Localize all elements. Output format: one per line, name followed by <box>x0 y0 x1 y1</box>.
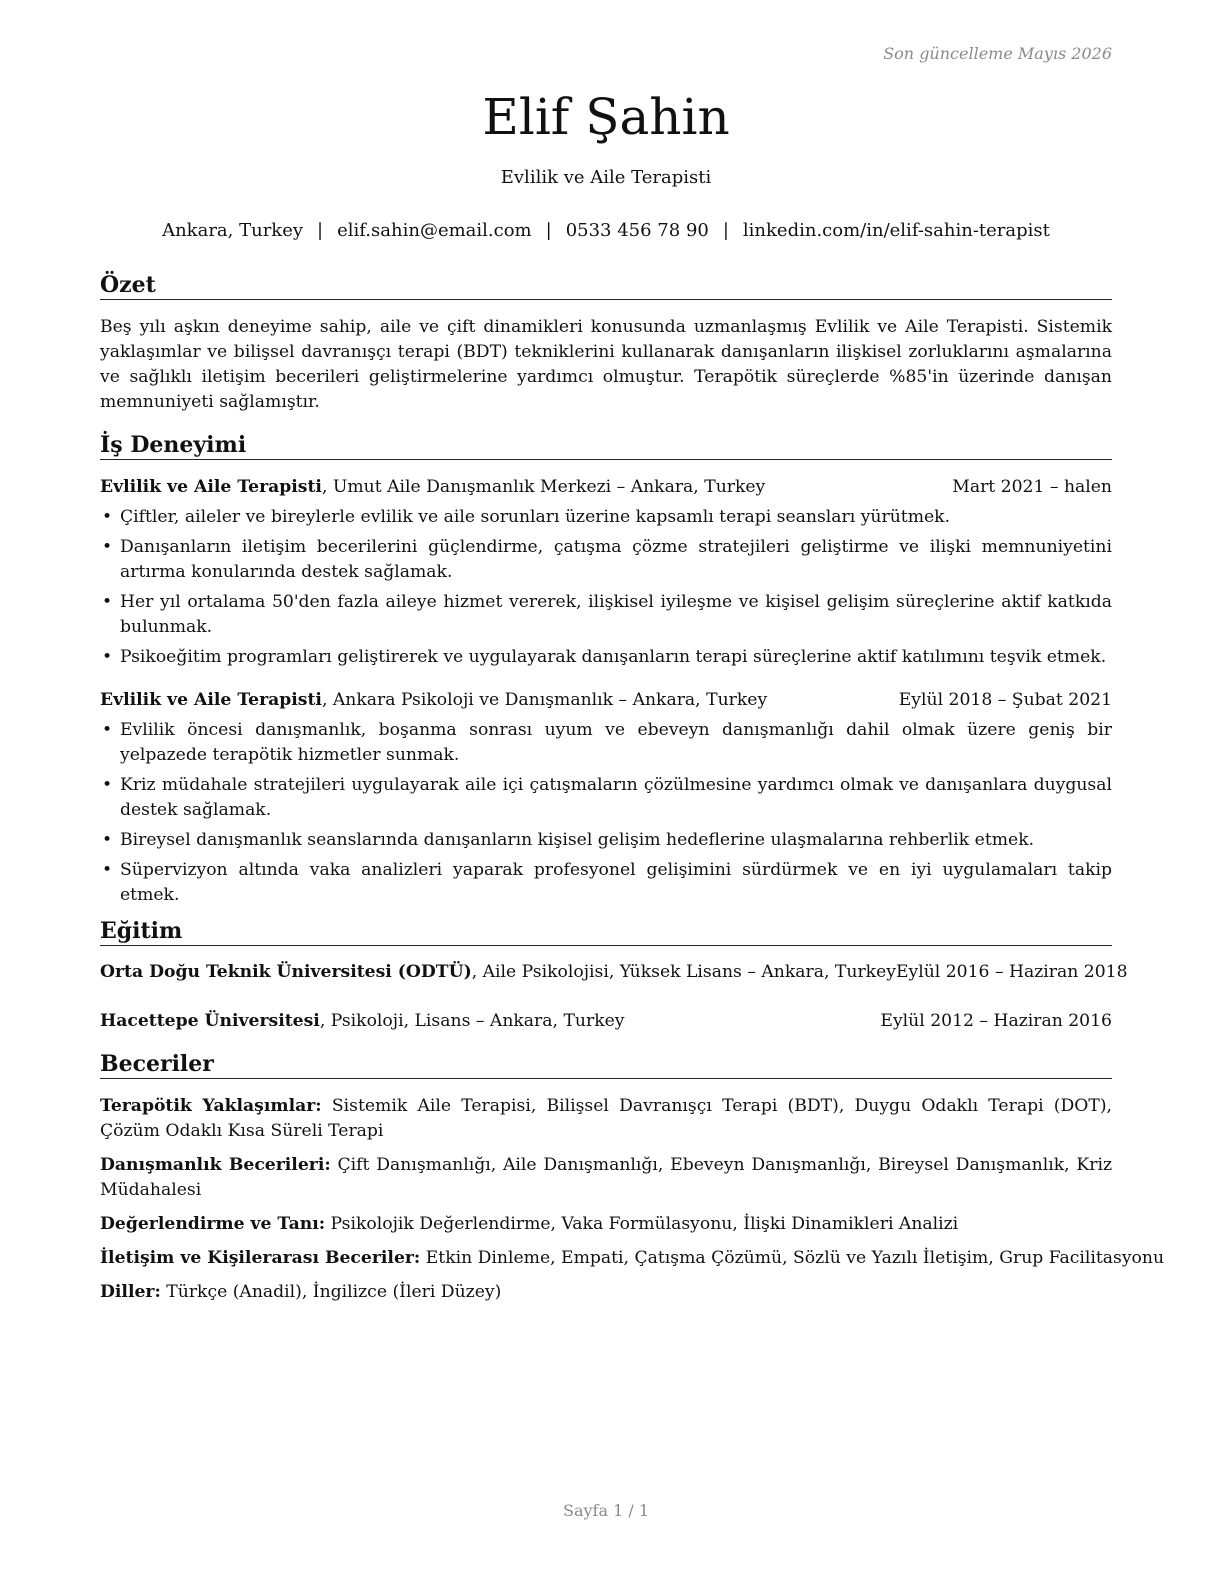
bullet-icon: • <box>102 830 113 850</box>
job-dates: Mart 2021 – halen <box>952 477 1112 497</box>
skill-label: Değerlendirme ve Tanı: <box>100 1214 326 1234</box>
education-dates: Eylül 2016 – Haziran 2018 <box>895 962 1128 982</box>
education-dates: Eylül 2012 – Haziran 2016 <box>880 1011 1112 1031</box>
skill-row <box>100 1153 1112 1203</box>
education-entry <box>100 960 1128 985</box>
contact-email[interactable]: elif.sahin@email.com <box>337 220 532 241</box>
list-item: • Psikoeğitim programları geliştirerek ve uygulayarak danışanların terapi süreçlerine aktif katılımını teşvik etmek. <box>100 645 1112 670</box>
skill-row <box>100 1212 1112 1237</box>
contact-location: Ankara, Turkey <box>162 220 304 241</box>
education-title-line <box>100 1009 625 1034</box>
job-entry <box>100 688 1112 908</box>
skill-value: Çift Danışmanlığı, Aile Danışmanlığı, Ebeveyn Danışmanlığı, Bireysel Danışmanlık, Kriz Müdahalesi <box>100 1155 1112 1200</box>
bullet-icon: • <box>102 720 113 740</box>
skill-value: Türkçe (Anadil), İngilizce (İleri Düzey) <box>160 1282 502 1302</box>
summary-section <box>100 271 1112 415</box>
skills-list <box>100 1094 1165 1305</box>
job-bullets <box>100 505 1112 670</box>
contact-separator: | <box>722 220 729 241</box>
job-header <box>100 475 1112 500</box>
job-title-line <box>100 475 765 500</box>
summary-text: Beş yılı aşkın deneyime sahip, aile ve çift dinamikleri konusunda uzmanlaşmış Evlilik ve Aile Terapisti. Sistemik yaklaşımlar ve bilişsel davranışçı terapi (BDT) tekniklerini kullanarak danışanların ilişkisel zorluklarını aşmalarına ve sağlıklı iletişim becerileri geliştirmelerine yardımcı olmuştur. Terapötik süreçlerde %85'in üzerinde danışan memnuniyeti sağlamıştır. <box>100 317 1112 412</box>
job-bullets <box>100 718 1112 908</box>
list-item: • Kriz müdahale stratejileri uygulayarak aile içi çatışmaların çözülmesine yardımcı olmak ve danışanlara duygusal destek sağlamak. <box>102 775 1112 820</box>
education-detail: , Psikoloji, Lisans – Ankara, Turkey <box>319 1011 625 1031</box>
bullet-icon: • <box>102 647 113 667</box>
skill-value: Sistemik Aile Terapisi, Bilişsel Davranışçı Terapi (BDT), Duygu Odaklı Terapi (DOT), Çözüm Odaklı Kısa Süreli Terapi <box>100 1096 1112 1141</box>
skill-row <box>100 1246 1165 1271</box>
job-title-line <box>100 688 767 713</box>
contact-linkedin[interactable]: linkedin.com/in/elif-sahin-terapist <box>742 220 1050 241</box>
last-updated: Son güncelleme Mayıs 2026 <box>883 44 1112 63</box>
contact-line <box>100 220 1112 241</box>
section-title-skills: Beceriler <box>100 1050 1112 1079</box>
education-section <box>100 917 1128 1034</box>
list-item: • Çiftler, aileler ve bireylerle evlilik ve aile sorunları üzerine kapsamlı terapi seansları yürütmek. <box>100 505 1112 530</box>
resume-page <box>100 0 1165 1584</box>
education-title-line <box>100 960 896 985</box>
bullet-icon: • <box>102 775 113 795</box>
section-title-experience: İş Deneyimi <box>100 431 1112 460</box>
list-item: • Evlilik öncesi danışmanlık, boşanma sonrası uyum ve ebeveyn danışmanlığı dahil olmak üzere geniş bir yelpazede terapötik hizmetler sunmak. <box>102 720 1112 765</box>
bullet-icon: • <box>102 860 113 880</box>
bullet-icon: • <box>102 537 113 557</box>
list-item: • Danışanların iletişim becerilerini güçlendirme, çatışma çözme stratejileri geliştirme ve ilişki memnuniyetini artırma konularında destek sağlamak. <box>102 537 1112 582</box>
job-position: Evlilik ve Aile Terapisti <box>100 477 322 497</box>
contact-separator: | <box>317 220 324 241</box>
skill-value: Etkin Dinleme, Empati, Çatışma Çözümü, Sözlü ve Yazılı İletişim, Grup Facilitasyonu <box>420 1248 1165 1268</box>
bullet-icon: • <box>102 592 113 612</box>
job-position: Evlilik ve Aile Terapisti <box>100 690 322 710</box>
section-title-education: Eğitim <box>100 917 1112 946</box>
education-school: Hacettepe Üniversitesi <box>100 1011 320 1031</box>
list-item: • Bireysel danışmanlık seanslarında danışanların kişisel gelişim hedeflerine ulaşmalarına rehberlik etmek. <box>100 828 1112 853</box>
skill-value: Psikolojik Değerlendirme, Vaka Formülasyonu, İlişki Dinamikleri Analizi <box>325 1214 959 1234</box>
skill-label: Diller: <box>100 1282 161 1302</box>
skills-section <box>100 1050 1165 1314</box>
contact-separator: | <box>545 220 552 241</box>
contact-phone: 0533 456 78 90 <box>565 220 709 241</box>
list-item: • Süpervizyon altında vaka analizleri yaparak profesyonel gelişimini sürdürmek ve en iyi uygulamaları takip etmek. <box>102 860 1112 905</box>
job-header <box>100 688 1112 713</box>
skill-row <box>100 1280 1112 1305</box>
skill-label: Danışmanlık Becerileri: <box>100 1155 331 1175</box>
list-item: • Her yıl ortalama 50'den fazla aileye hizmet vererek, ilişkisel iyileşme ve kişisel gelişim süreçlerine aktif katkıda bulunmak. <box>102 592 1112 637</box>
skill-label: İletişim ve Kişilerarası Beceriler: <box>100 1248 421 1268</box>
page-number: Sayfa 1 / 1 <box>562 1501 649 1520</box>
skill-row <box>100 1094 1112 1144</box>
job-dates: Eylül 2018 – Şubat 2021 <box>898 690 1112 710</box>
experience-section <box>100 431 1112 913</box>
education-detail: , Aile Psikolojisi, Yüksek Lisans – Ankara, Turkey <box>471 962 896 982</box>
job-employer: , Umut Aile Danışmanlık Merkezi – Ankara, Turkey <box>321 477 766 497</box>
job-entry <box>100 475 1112 670</box>
job-employer: , Ankara Psikoloji ve Danışmanlık – Ankara, Turkey <box>321 690 768 710</box>
skill-label: Terapötik Yaklaşımlar: <box>100 1096 322 1116</box>
education-school: Orta Doğu Teknik Üniversitesi (ODTÜ) <box>100 962 472 982</box>
bullet-icon: • <box>102 507 113 527</box>
candidate-role: Evlilik ve Aile Terapisti <box>500 167 712 188</box>
section-title-summary: Özet <box>100 271 1112 300</box>
education-entry <box>100 1009 1112 1034</box>
candidate-name: Elif Şahin <box>482 88 730 146</box>
